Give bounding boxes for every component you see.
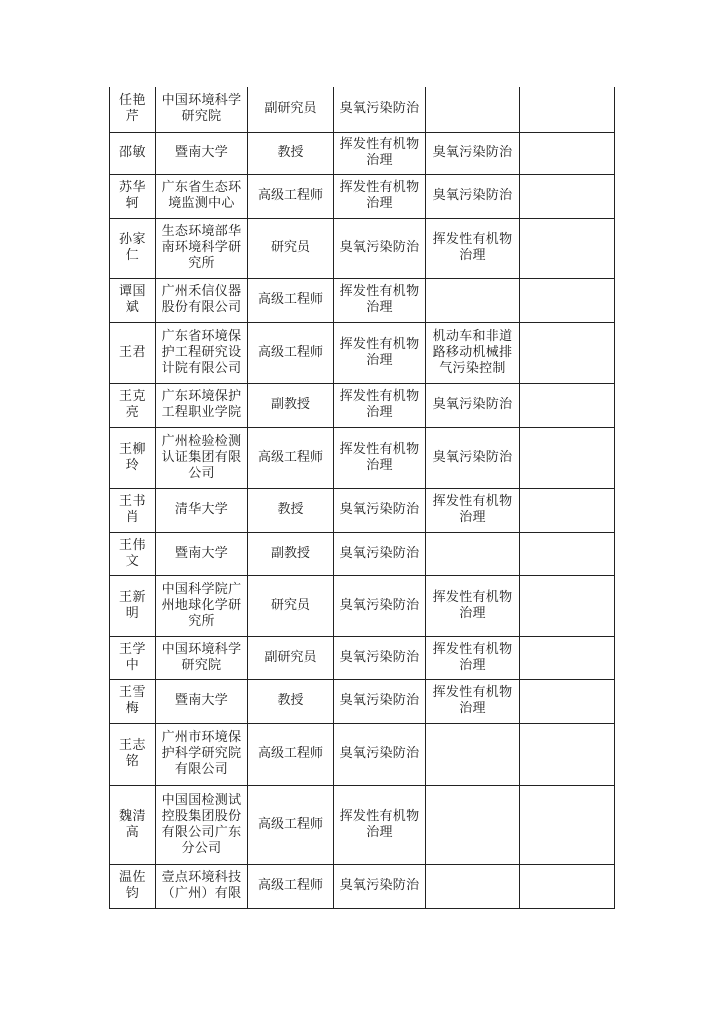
expert-field-primary: 挥发性有机物治理 [334,785,426,864]
expert-name: 王新明 [110,575,156,636]
expert-extra-cell [520,532,615,575]
expert-organization: 清华大学 [156,488,248,532]
expert-field-secondary: 臭氧污染防治 [426,383,520,427]
expert-organization: 广州市环境保护科学研究院有限公司 [156,723,248,785]
expert-name: 王伟文 [110,532,156,575]
expert-title: 高级工程师 [248,278,334,322]
expert-extra-cell [520,488,615,532]
expert-organization: 广东省环境保护工程研究设计院有限公司 [156,322,248,383]
expert-organization: 暨南大学 [156,679,248,723]
expert-field-secondary: 臭氧污染防治 [426,427,520,488]
expert-organization: 中国环境科学研究院 [156,636,248,679]
expert-title: 副研究员 [248,636,334,679]
table-row [110,132,615,174]
expert-organization: 广东环境保护工程职业学院 [156,383,248,427]
expert-extra-cell [520,383,615,427]
table-row [110,575,615,636]
expert-title: 高级工程师 [248,864,334,908]
table-row [110,679,615,723]
table-row [110,532,615,575]
expert-name: 苏华轲 [110,174,156,218]
table-row [110,278,615,322]
table-row [110,322,615,383]
expert-field-secondary [426,723,520,785]
expert-name: 谭国斌 [110,278,156,322]
expert-field-primary: 挥发性有机物治理 [334,322,426,383]
expert-field-primary: 臭氧污染防治 [334,218,426,278]
expert-organization: 生态环境部华南环境科学研究所 [156,218,248,278]
expert-field-secondary [426,785,520,864]
expert-extra-cell [520,575,615,636]
expert-field-secondary: 挥发性有机物治理 [426,218,520,278]
expert-name: 王柳玲 [110,427,156,488]
expert-field-primary: 挥发性有机物治理 [334,427,426,488]
table-row [110,87,615,132]
table-row [110,636,615,679]
expert-organization: 暨南大学 [156,132,248,174]
expert-field-primary: 臭氧污染防治 [334,87,426,132]
expert-field-secondary: 挥发性有机物治理 [426,488,520,532]
expert-name: 王书肖 [110,488,156,532]
expert-name: 王雪梅 [110,679,156,723]
expert-organization: 广州禾信仪器股份有限公司 [156,278,248,322]
expert-extra-cell [520,785,615,864]
expert-table-body [110,87,615,908]
expert-name: 邵敏 [110,132,156,174]
expert-field-secondary [426,87,520,132]
expert-title: 研究员 [248,575,334,636]
table-row [110,174,615,218]
expert-field-secondary: 挥发性有机物治理 [426,636,520,679]
expert-field-primary: 臭氧污染防治 [334,723,426,785]
expert-name: 王志铭 [110,723,156,785]
table-row [110,785,615,864]
expert-extra-cell [520,864,615,908]
expert-organization: 壹点环境科技（广州）有限 [156,864,248,908]
expert-extra-cell [520,427,615,488]
expert-organization: 中国科学院广州地球化学研究所 [156,575,248,636]
expert-title: 高级工程师 [248,174,334,218]
expert-field-secondary: 挥发性有机物治理 [426,679,520,723]
expert-name: 魏清高 [110,785,156,864]
expert-title: 高级工程师 [248,427,334,488]
expert-field-secondary: 机动车和非道路移动机械排气污染控制 [426,322,520,383]
expert-field-primary: 挥发性有机物治理 [334,174,426,218]
expert-title: 副教授 [248,532,334,575]
expert-extra-cell [520,174,615,218]
table-row [110,488,615,532]
expert-name: 任艳芹 [110,87,156,132]
expert-table [109,87,615,909]
expert-extra-cell [520,322,615,383]
expert-field-secondary [426,532,520,575]
table-row [110,427,615,488]
expert-organization: 广东省生态环境监测中心 [156,174,248,218]
expert-field-primary: 挥发性有机物治理 [334,278,426,322]
expert-title: 教授 [248,679,334,723]
expert-organization: 暨南大学 [156,532,248,575]
expert-field-primary: 挥发性有机物治理 [334,132,426,174]
expert-title: 研究员 [248,218,334,278]
expert-name: 王君 [110,322,156,383]
expert-field-primary: 臭氧污染防治 [334,532,426,575]
expert-field-primary: 臭氧污染防治 [334,636,426,679]
expert-name: 温佐钧 [110,864,156,908]
expert-field-secondary [426,864,520,908]
expert-field-primary: 臭氧污染防治 [334,679,426,723]
expert-name: 王学中 [110,636,156,679]
table-row [110,383,615,427]
expert-field-primary: 臭氧污染防治 [334,864,426,908]
expert-field-primary: 挥发性有机物治理 [334,383,426,427]
expert-field-secondary: 挥发性有机物治理 [426,575,520,636]
table-row [110,723,615,785]
expert-extra-cell [520,679,615,723]
expert-field-secondary: 臭氧污染防治 [426,132,520,174]
expert-field-secondary [426,278,520,322]
expert-title: 副研究员 [248,87,334,132]
table-row [110,218,615,278]
expert-extra-cell [520,636,615,679]
expert-extra-cell [520,278,615,322]
expert-extra-cell [520,132,615,174]
expert-extra-cell [520,87,615,132]
table-row [110,864,615,908]
expert-title: 高级工程师 [248,723,334,785]
expert-organization: 广州检验检测认证集团有限公司 [156,427,248,488]
expert-title: 教授 [248,488,334,532]
expert-name: 王克亮 [110,383,156,427]
expert-name: 孙家仁 [110,218,156,278]
expert-field-primary: 臭氧污染防治 [334,575,426,636]
expert-title: 高级工程师 [248,785,334,864]
expert-title: 副教授 [248,383,334,427]
expert-field-primary: 臭氧污染防治 [334,488,426,532]
expert-title: 教授 [248,132,334,174]
expert-organization: 中国环境科学研究院 [156,87,248,132]
expert-field-secondary: 臭氧污染防治 [426,174,520,218]
expert-extra-cell [520,723,615,785]
expert-extra-cell [520,218,615,278]
expert-title: 高级工程师 [248,322,334,383]
expert-organization: 中国国检测试控股集团股份有限公司广东分公司 [156,785,248,864]
